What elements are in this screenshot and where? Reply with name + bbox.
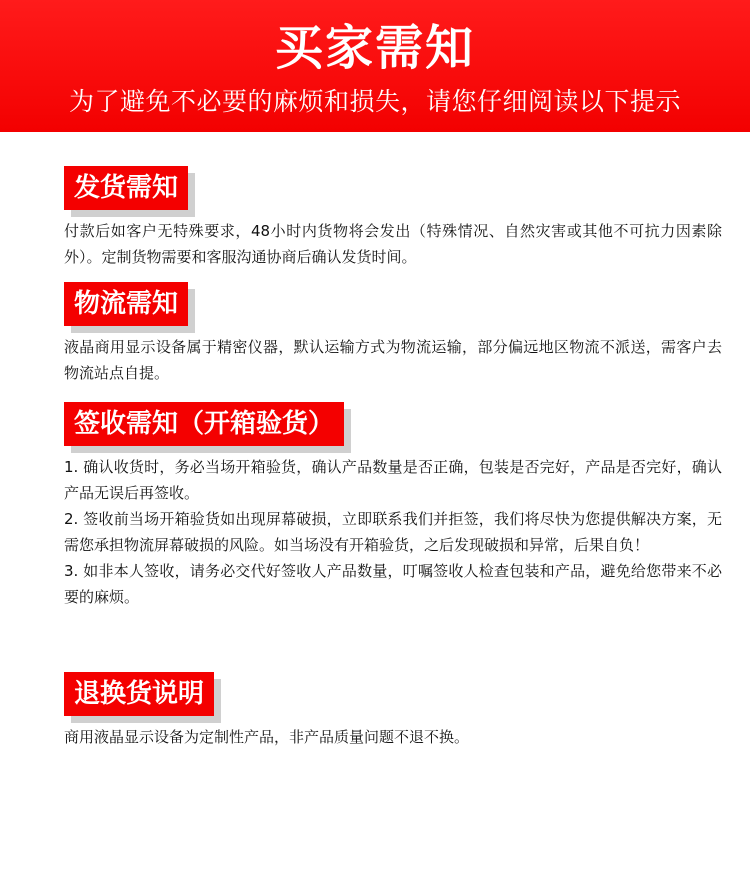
shipping-heading: 发货需知 bbox=[64, 166, 188, 210]
returns-text: 商用液晶显示设备为定制性产品，非产品质量问题不退不换。 bbox=[64, 728, 470, 746]
page-subtitle: 为了避免不必要的麻烦和损失，请您仔细阅读以下提示 bbox=[68, 87, 681, 116]
logistics-text: 液晶商用显示设备属于精密仪器，默认运输方式为物流运输，部分偏远地区物流不派送，需客户去物流站点自提。 bbox=[64, 338, 722, 382]
header-banner bbox=[0, 0, 750, 132]
shipping-text: 付款后如客户无特殊要求，48小时内货物将会发出（特殊情况、自然灾害或其他不可抗力因素除外）。定制货物需要和客服沟通协商后确认发货时间。 bbox=[64, 222, 722, 266]
receipt-list bbox=[64, 454, 722, 610]
receipt-item-2: 2. 签收前当场开箱验货如出现屏幕破损，立即联系我们并拒签，我们将尽快为您提供解决方案，无需您承担物流屏幕破损的风险。如当场没有开箱验货，之后发现破损和异常，后果自负！ bbox=[64, 510, 722, 554]
returns-section bbox=[64, 672, 722, 750]
logistics-heading: 物流需知 bbox=[64, 282, 188, 326]
shipping-section bbox=[64, 166, 722, 270]
logistics-section bbox=[64, 282, 722, 386]
page-title: 买家需知 bbox=[274, 20, 475, 76]
returns-heading: 退换货说明 bbox=[64, 672, 214, 716]
notice-content bbox=[0, 132, 750, 880]
receipt-section bbox=[64, 402, 722, 610]
receipt-heading: 签收需知（开箱验货） bbox=[64, 402, 344, 446]
receipt-item-1: 1. 确认收货时，务必当场开箱验货，确认产品数量是否正确，包装是否完好，产品是否完好，确认产品无误后再签收。 bbox=[64, 458, 722, 502]
receipt-item-3: 3. 如非本人签收，请务必交代好签收人产品数量，叮嘱签收人检查包装和产品，避免给您带来不必要的麻烦。 bbox=[64, 562, 722, 606]
